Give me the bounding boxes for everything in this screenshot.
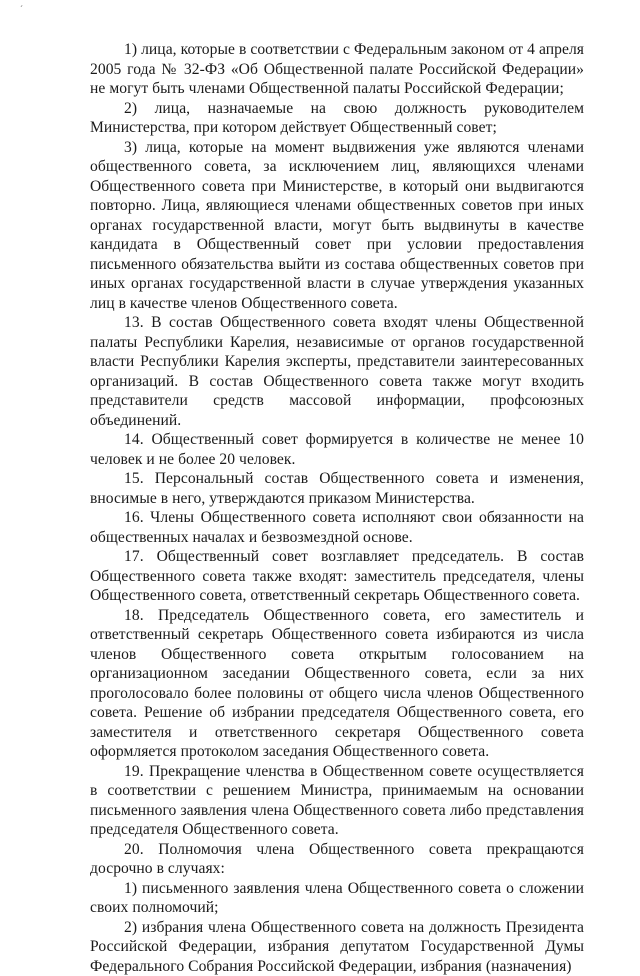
paragraph-20-clause-1: 1) письменного заявления члена Общественного совета о сложении своих полномочий;	[90, 879, 584, 918]
corner-mark: ˊ	[20, 4, 23, 14]
paragraph-15: 15. Персональный состав Общественного совета и изменения, вносимые в него, утверждаются приказом Министерства.	[90, 469, 584, 508]
paragraph-13: 13. В состав Общественного совета входят члены Общественной палаты Республики Карелия, независимые от органов государственной власти Республики Карелия эксперты, представители заинтересованных организаций. В состав Общественного совета также могут входить представители средств массовой информации, профсоюзных объединений.	[90, 313, 584, 430]
paragraph-16: 16. Члены Общественного совета исполняют свои обязанности на общественных началах и безвозмездной основе.	[90, 508, 584, 547]
paragraph-18: 18. Председатель Общественного совета, его заместитель и ответственный секретарь Общественного совета избираются из числа членов Общественного совета открытым голосованием на организационном заседании Общественного совета, если за них проголосовало более половины от общего числа членов Общественного совета. Решение об избрании председателя Общественного совета, его заместителя и ответственного секретаря Общественного совета оформляется протоколом заседания Общественного совета.	[90, 606, 584, 762]
paragraph-clause-2: 2) лица, назначаемые на свою должность руководителем Министерства, при котором действует Общественный совет;	[90, 99, 584, 138]
paragraph-clause-3: 3) лица, которые на момент выдвижения уже являются членами общественного совета, за исключением лиц, являющихся членами Общественного совета при Министерстве, в который они выдвигаются повторно. Лица, являющиеся членами общественных советов при иных органах государственной власти, могут быть выдвинуты в качестве кандидата в Общественный совет при условии предоставления письменного обязательства выйти из состава общественных советов при иных органах государственной власти в случае утверждения указанных лиц в качестве членов Общественного совета.	[90, 138, 584, 314]
paragraph-14: 14. Общественный совет формируется в количестве не менее 10 человек и не более 20 человек.	[90, 430, 584, 469]
paragraph-20-clause-2: 2) избрания члена Общественного совета на должность Президента Российской Федерации, избрания депутатом Государственной Думы Федерального Собрания Российской Федерации, избрания (назначения)	[90, 918, 584, 976]
paragraph-19: 19. Прекращение членства в Общественном совете осуществляется в соответствии с решением Министра, принимаемым на основании письменного заявления члена Общественного совета либо представления председателя Общественного совета.	[90, 762, 584, 840]
paragraph-20: 20. Полномочия члена Общественного совета прекращаются досрочно в случаях:	[90, 840, 584, 879]
paragraph-17: 17. Общественный совет возглавляет председатель. В состав Общественного совета также входят: заместитель председателя, члены Общественного совета, ответственный секретарь Общественного совета.	[90, 547, 584, 606]
paragraph-clause-1: 1) лица, которые в соответствии с Федеральным законом от 4 апреля 2005 года № 32-ФЗ «Об Общественной палате Российской Федерации» не могут быть членами Общественной палаты Российской Федерации;	[90, 40, 584, 99]
